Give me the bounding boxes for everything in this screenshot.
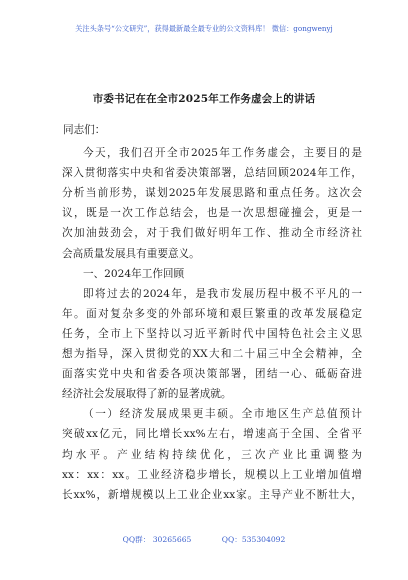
footer-qq: QQ：535304092 <box>221 535 286 544</box>
paragraph-line: 今天，我们召开全市2025年工作务虚会，主要目的是 <box>83 147 362 160</box>
document-body <box>62 120 362 505</box>
footer-contact <box>0 534 408 545</box>
header-banner: 关注头条号“公文研究”，获得最新最全最专业的公文资料库！ 微信：gongwenyj <box>75 24 333 33</box>
paragraph-line: （一）经济发展成果更丰硕。全市地区生产总值预计 <box>83 408 362 421</box>
paragraph-line: 任务，全市上下坚持以习近平新时代中国特色社会主义思 <box>62 327 362 340</box>
paragraph-line: 经济社会发展取得了新的显著成就。 <box>62 388 232 401</box>
paragraph-line: 长xx%，新增规模以上工业企业xx家。主导产业不断壮大， <box>62 488 362 501</box>
footer-qq-group: QQ群： 30265665 <box>122 535 192 544</box>
paragraph-line: xx：xx：xx。工业经济稳步增长，规模以上工业增加值增 <box>62 468 362 481</box>
paragraph-line: 即将过去的2024年，是我市发展历程中极不平凡的一 <box>83 287 362 300</box>
paragraph-line: 想为指导，深入贯彻党的XX大和二十届三中全会精神，全 <box>62 348 362 361</box>
paragraph-line: 年。面对复杂多变的外部环境和艰巨繁重的改革发展稳定 <box>62 307 362 320</box>
paragraph-line: 会高质量发展具有重要意义。 <box>62 247 200 260</box>
paragraph-line: 突破xx亿元，同比增长xx%左右，增速高于全国、全省平 <box>62 428 362 441</box>
paragraph-line: 深入贯彻落实中央和省委决策部署，总结回顾2024年工作， <box>62 167 362 180</box>
document-title: 市委书记在在全市2025年工作务虚会上的讲话 <box>92 93 316 105</box>
greeting: 同志们： <box>63 124 106 136</box>
section-heading: 一、2024年工作回顾 <box>83 267 185 280</box>
paragraph-line: 议，既是一次工作总结会，也是一次思想碰撞会，更是一 <box>62 207 362 220</box>
paragraph-line: 面落实党中央和省委各项决策部署，团结一心、砥砺奋进 <box>62 368 362 381</box>
paragraph-line: 次加油鼓劲会，对于我们做好明年工作、推动全市经济社 <box>62 227 362 240</box>
paragraph-line: 均水平。产业结构持续优化，三次产业比重调整为 <box>62 448 362 461</box>
paragraph-line: 分析当前形势，谋划2025年发展思路和重点任务。这次会 <box>62 187 362 200</box>
